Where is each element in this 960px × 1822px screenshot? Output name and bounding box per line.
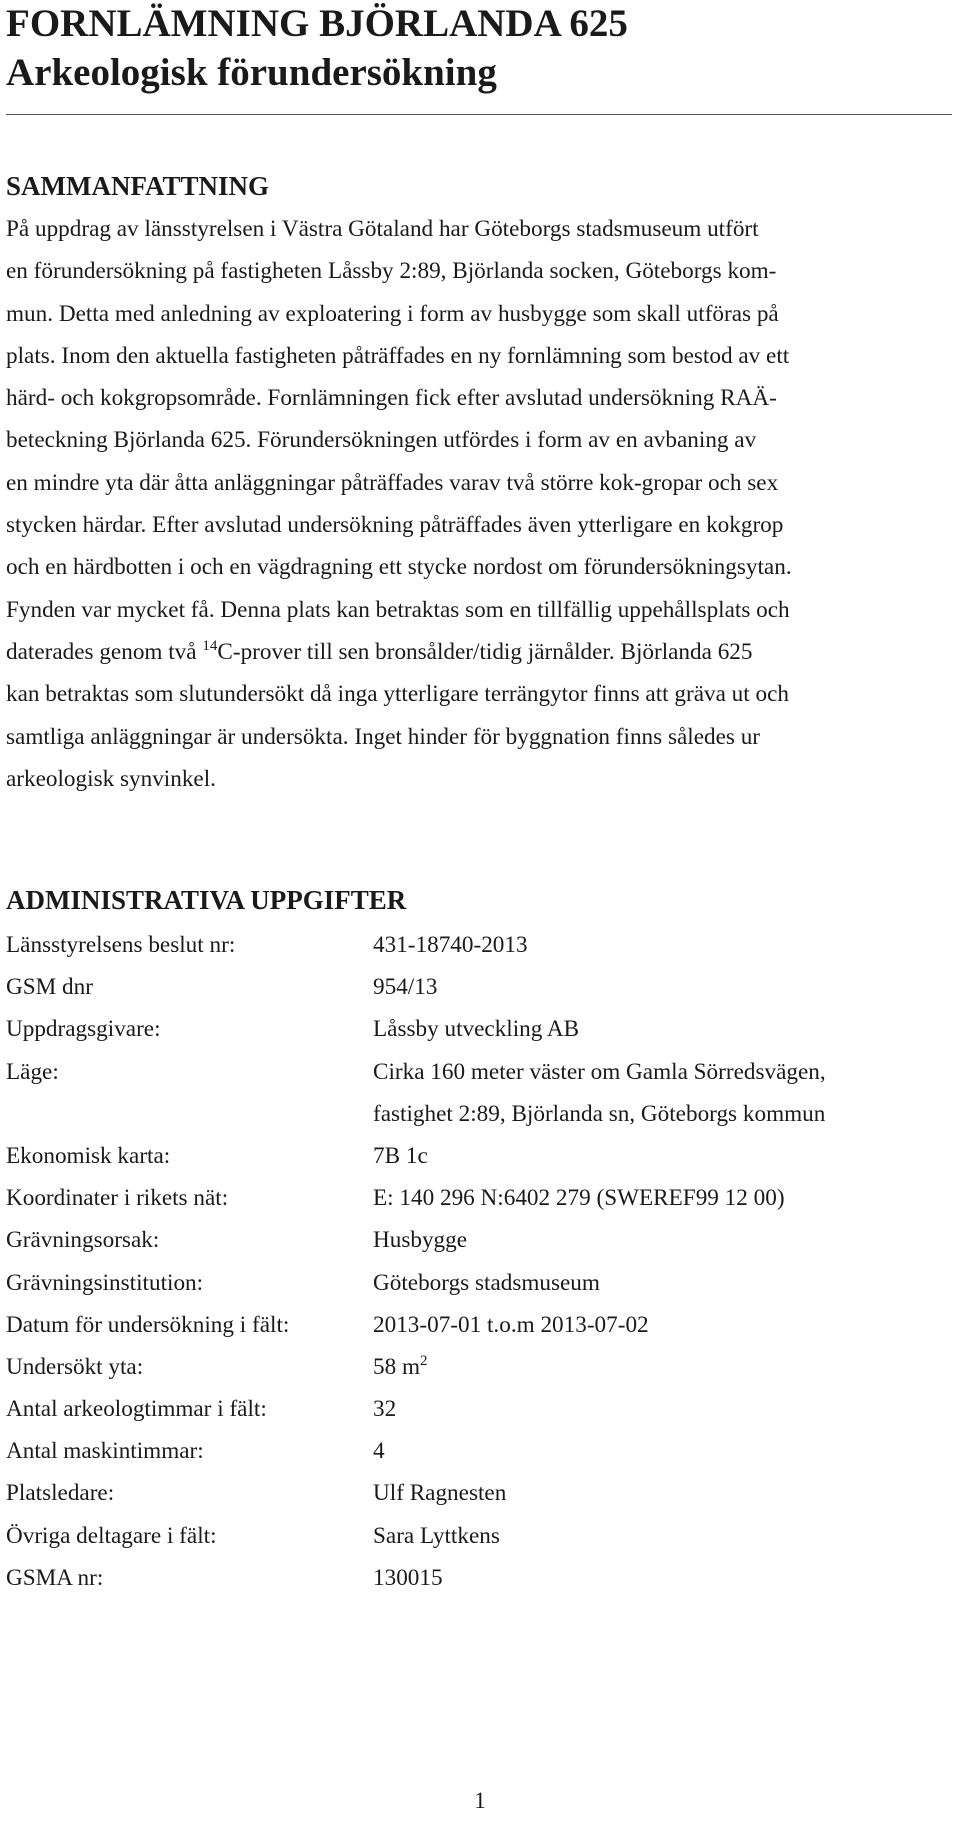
admin-value: 431-18740-2013 bbox=[373, 932, 528, 958]
admin-value: 954/13 bbox=[373, 974, 438, 1001]
summary-superscript: 14 bbox=[202, 637, 218, 654]
admin-row bbox=[6, 1008, 956, 1050]
admin-row bbox=[6, 924, 956, 966]
admin-label: Antal maskintimmar: bbox=[6, 1438, 204, 1465]
admin-row bbox=[6, 1051, 956, 1135]
admin-label: Grävningsorsak: bbox=[6, 1227, 160, 1254]
admin-label: Antal arkeologtimmar i fält: bbox=[6, 1396, 267, 1423]
admin-value: 7B 1c bbox=[373, 1142, 428, 1169]
admin-label: GSMA nr: bbox=[6, 1564, 104, 1591]
admin-value: Cirka 160 meter väster om Gamla Sörredsvägen, fastighet 2:89, Björlanda sn, Göteborgs kommun bbox=[373, 1058, 826, 1127]
summary-text-part1: På uppdrag av länsstyrelsen i Västra Götaland har Göteborgs stadsmuseum utfört en förundersökning på fastigheten Låssby 2:89, Björlanda socken, Göteborgs kom- mun. Detta med anledning av exploatering i form av husbygge som skall utföras på plats. Inom den aktuella fastigheten påträffades en ny fornlämning som bestod av ett härd- och kokgropsområde. Fornlämningen fick efter avslutad undersökning RAÄ- beteckning Björlanda 625. Förundersökningen utfördes i form av en avbaning av en mindre yta där åtta anläggningar påträffades varav två större kok-gropar och sex stycken härdar. Efter avslutad undersökning påträffades även ytterligare en kokgrop och en härdbotten i och en vägdragning ett stycke nordost om förundersökningsytan. Fynden var mycket få. Denna plats kan betraktas som en tillfällig uppehållsplats och daterades genom två bbox=[6, 216, 792, 665]
admin-value: Husbygge bbox=[373, 1227, 468, 1254]
summary-text-part2: C-prover till sen bronsålder/tidig järnålder. Björlanda 625 kan betraktas som slutundersökt då inga ytterligare terrängytor finns att gräva ut och samtliga anläggningar är undersökta. Inget hinder för byggnation finns således ur arkeologisk synvinkel. bbox=[6, 638, 789, 792]
title-divider bbox=[6, 114, 952, 115]
summary-heading: SAMMANFATTNING bbox=[6, 171, 269, 201]
admin-row bbox=[6, 1346, 956, 1388]
admin-row bbox=[6, 1304, 956, 1346]
admin-value: 2013-07-01 t.o.m 2013-07-02 bbox=[373, 1311, 649, 1338]
admin-value: Göteborgs stadsmuseum bbox=[373, 1269, 600, 1296]
admin-details-table bbox=[6, 924, 956, 1599]
document-subtitle: Arkeologisk förundersökning bbox=[6, 51, 497, 94]
admin-row bbox=[6, 1388, 956, 1430]
admin-row bbox=[6, 1177, 956, 1219]
admin-value: E: 140 296 N:6402 279 (SWEREF99 12 00) bbox=[373, 1185, 785, 1212]
admin-label: Uppdragsgivare: bbox=[6, 1016, 161, 1043]
admin-value bbox=[373, 1346, 956, 1388]
admin-label: Undersökt yta: bbox=[6, 1353, 144, 1380]
admin-row bbox=[6, 1472, 956, 1514]
admin-value: Ulf Ragnesten bbox=[373, 1480, 507, 1507]
admin-label: Platsledare: bbox=[6, 1480, 115, 1507]
admin-row bbox=[6, 1515, 956, 1557]
page-number: 1 bbox=[474, 1788, 486, 1813]
admin-row bbox=[6, 1557, 956, 1599]
admin-value: Låssby utveckling AB bbox=[373, 1016, 580, 1043]
admin-label: Övriga deltagare i fält: bbox=[6, 1522, 217, 1549]
admin-label: Grävningsinstitution: bbox=[6, 1269, 204, 1296]
area-unit-superscript: 2 bbox=[420, 1352, 428, 1369]
admin-label: Datum för undersökning i fält: bbox=[6, 1311, 290, 1338]
admin-label: GSM dnr bbox=[6, 974, 93, 1001]
admin-label: Läge: bbox=[6, 1058, 59, 1085]
admin-row bbox=[6, 1430, 956, 1472]
admin-value: 130015 bbox=[373, 1564, 443, 1591]
admin-value: 32 bbox=[373, 1396, 397, 1423]
admin-label: Länsstyrelsens beslut nr: bbox=[6, 932, 236, 958]
admin-row bbox=[6, 1262, 956, 1304]
admin-heading: ADMINISTRATIVA UPPGIFTER bbox=[6, 885, 407, 915]
admin-value: 4 bbox=[373, 1438, 385, 1465]
admin-row bbox=[6, 1135, 956, 1177]
admin-row bbox=[6, 1219, 956, 1261]
admin-row bbox=[6, 966, 956, 1008]
admin-label: Koordinater i rikets nät: bbox=[6, 1185, 229, 1212]
admin-value: Sara Lyttkens bbox=[373, 1522, 500, 1549]
admin-label: Ekonomisk karta: bbox=[6, 1142, 171, 1169]
document-title: FORNLÄMNING BJÖRLANDA 625 bbox=[6, 2, 628, 45]
area-value: 58 m bbox=[373, 1353, 421, 1380]
summary-paragraph bbox=[6, 208, 960, 800]
